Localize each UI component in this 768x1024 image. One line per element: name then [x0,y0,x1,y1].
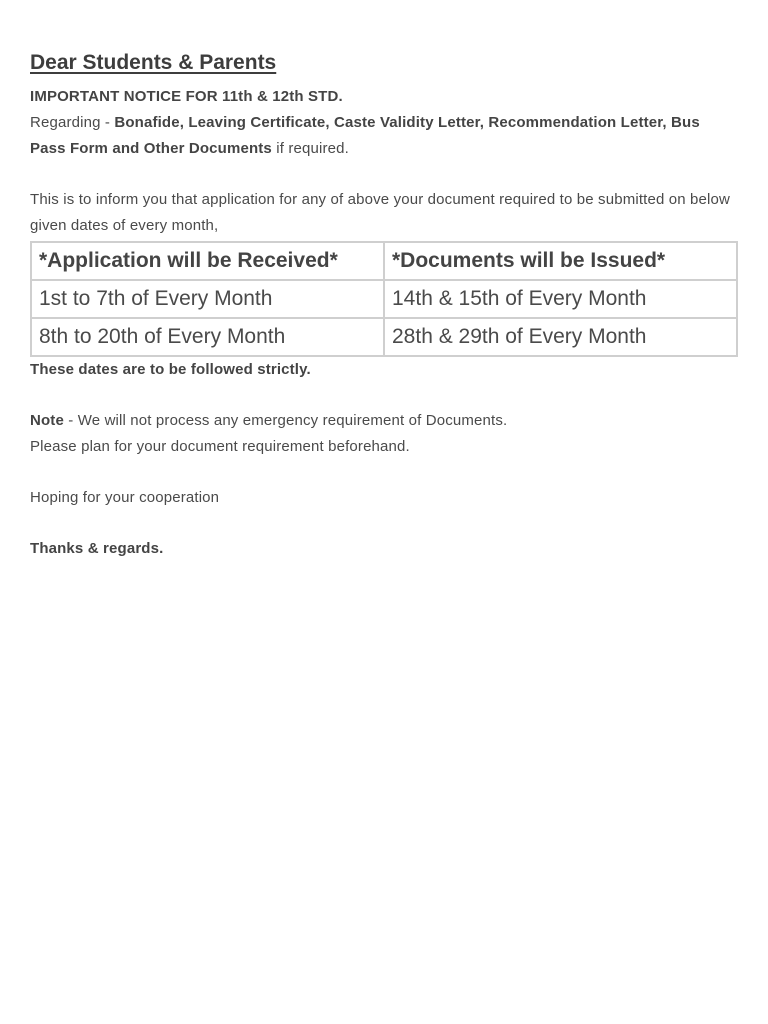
strict-notice: These dates are to be followed strictly. [30,361,311,378]
regarding-suffix: if required. [271,140,349,157]
note-label: Note [30,412,64,429]
table-cell: 8th to 20th of Every Month [31,318,384,356]
spacer [30,460,738,485]
regarding-prefix: Regarding - [30,114,115,131]
header-documents-issued: *Documents will be Issued* [384,242,737,280]
closing-regards: Thanks & regards. [30,540,164,557]
note-text: - We will not process any emergency requirement of Documents. [63,412,508,429]
table-cell: 28th & 29th of Every Month [384,318,737,356]
spacer [30,162,738,187]
table-cell: 14th & 15th of Every Month [384,280,737,318]
spacer [30,511,738,536]
greeting-heading: Dear Students & Parents [30,51,277,74]
inform-paragraph: This is to inform you that application for any of above your document required to be submitted on below given dates of every month, [30,191,731,234]
table-row [31,318,737,356]
regarding-paragraph [30,110,738,162]
dates-table [30,241,738,357]
note-paragraph [30,408,738,434]
table-header-row [31,242,737,280]
regarding-documents: Bonafide, Leaving Certificate, Caste Validity Letter, Recommendation Letter, Bus Pass Form and Other Documents [30,114,700,157]
header-application-received: *Application will be Received* [31,242,384,280]
table-cell: 1st to 7th of Every Month [31,280,384,318]
plan-paragraph: Please plan for your document requirement beforehand. [30,438,410,455]
notice-heading: IMPORTANT NOTICE FOR 11th & 12th STD. [30,88,343,105]
spacer [30,383,738,408]
cooperation-paragraph: Hoping for your cooperation [30,489,220,506]
table-row [31,280,737,318]
